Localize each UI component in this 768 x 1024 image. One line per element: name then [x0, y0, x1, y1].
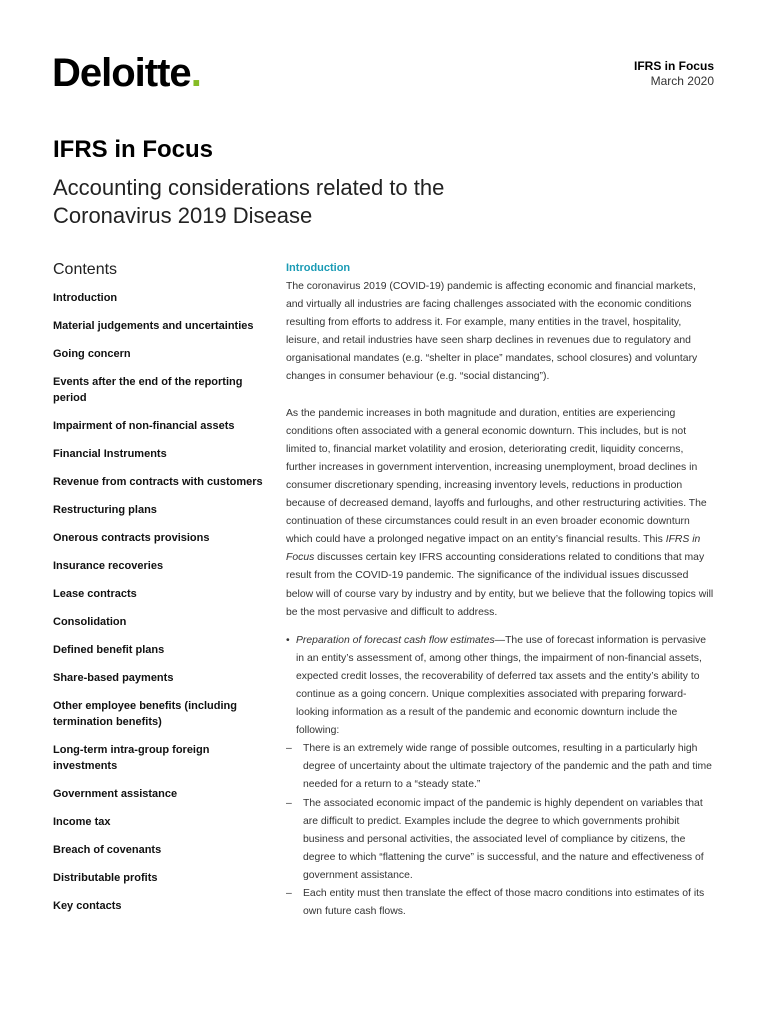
toc-link-key-contacts[interactable]: Key contacts	[53, 900, 122, 912]
toc-link-breach-of-covenants[interactable]: Breach of covenants	[53, 844, 162, 856]
toc-item[interactable]	[53, 418, 268, 434]
toc-item[interactable]	[53, 586, 268, 602]
toc-link-long-term-intra-group[interactable]: Long-term intra-group foreign investments	[53, 744, 210, 772]
toc-link-other-employee[interactable]: Other employee benefits (including termination benefits)	[53, 700, 237, 728]
contents-heading: Contents	[53, 261, 118, 278]
sub-bullet-item	[286, 740, 716, 794]
toc-item[interactable]	[53, 842, 268, 858]
sub-bullet-text: There is an extremely wide range of possible outcomes, resulting in a particularly high degree of uncertainty about the ultimate trajectory of the pandemic and the path and time needed for a return to a “steady state.”	[303, 743, 712, 791]
para2-text-end: discusses certain key IFRS accounting considerations related to conditions that may result from the COVID-19 pandemic. The significance of the individual issues discussed below will of course vary by industry and by entity, but we believe that the following topics will be the most pervasive and difficult to address.	[286, 552, 714, 618]
sub-bullet-item	[286, 885, 716, 921]
toc-item[interactable]	[53, 346, 268, 362]
toc-link-introduction[interactable]: Introduction	[53, 292, 118, 304]
toc-link-government-assistance[interactable]: Government assistance	[53, 788, 178, 800]
logo-green-dot: .	[190, 51, 201, 95]
dash-mark: –	[286, 743, 292, 755]
sub-bullet-text: Each entity must then translate the effect of those macro conditions into estimates of its own future cash flows.	[303, 888, 705, 918]
para2-text-start: As the pandemic increases in both magnitude and duration, entities are experiencing conditions often associated with a general economic downturn. This includes, but is not limited to, financial market volatility and erosion, deteriorating credit, liquidity concerns, further increases in government intervention, increasing unemployment, broad declines in consumer discretionary spending, increasing inventory levels, reductions in production because of decreased demand, layoffs and furloughs, and other restructuring activities. The continuation of these circumstances could result in an even broader economic downturn which could have a prolonged negative impact on an entity’s financial results. This	[286, 407, 707, 546]
toc-item[interactable]	[53, 786, 268, 802]
toc-item[interactable]	[53, 502, 268, 518]
toc-item[interactable]	[53, 318, 268, 334]
sub-bullet-item	[286, 795, 716, 885]
toc-link-going-concern[interactable]: Going concern	[53, 348, 131, 360]
table-of-contents	[53, 290, 268, 914]
main-content	[286, 261, 716, 921]
toc-item[interactable]	[53, 614, 268, 630]
toc-item[interactable]	[53, 814, 268, 830]
toc-link-events-after[interactable]: Events after the end of the reporting period	[53, 376, 243, 404]
toc-item[interactable]	[53, 474, 268, 490]
toc-link-share-based[interactable]: Share-based payments	[53, 672, 174, 684]
toc-item[interactable]	[53, 446, 268, 462]
section-heading-introduction: Introduction	[286, 262, 351, 274]
header-meta	[634, 59, 714, 89]
toc-link-financial-instruments[interactable]: Financial Instruments	[53, 448, 167, 460]
dash-mark: –	[286, 888, 292, 899]
toc-item[interactable]	[53, 670, 268, 686]
bullet-forecast-cash-flow	[286, 632, 716, 922]
toc-link-insurance[interactable]: Insurance recoveries	[53, 560, 164, 572]
toc-link-material-judgements[interactable]: Material judgements and uncertainties	[53, 320, 254, 332]
toc-link-lease-contracts[interactable]: Lease contracts	[53, 588, 137, 600]
toc-item[interactable]	[53, 558, 268, 574]
bullet-italic-lead: Preparation of forecast cash flow estimates	[296, 634, 495, 646]
page-title: IFRS in Focus	[53, 136, 214, 163]
publication-name: IFRS in Focus	[633, 59, 714, 73]
toc-link-income-tax[interactable]: Income tax	[53, 816, 111, 828]
sub-bullet-list-wrap	[286, 740, 716, 921]
intro-paragraph-1: The coronavirus 2019 (COVID-19) pandemic is affecting economic and financial markets, and virtually all industries are facing challenges associated with the economic conditions resulting from efforts to address it. For example, many entities in the travel, hospitality, leisure, and retail industries have seen sharp declines in revenues due to regulatory and organisational mandates (e.g. “shelter in place” mandates, school closures) and voluntary changes in consumer behaviour (e.g. “social distancing”).	[286, 281, 698, 383]
toc-link-defined-benefit[interactable]: Defined benefit plans	[53, 644, 165, 656]
toc-link-restructuring[interactable]: Restructuring plans	[53, 504, 157, 516]
sub-bullet-list	[286, 740, 716, 921]
toc-link-consolidation[interactable]: Consolidation	[53, 616, 127, 628]
toc-link-distributable-profits[interactable]: Distributable profits	[53, 872, 158, 884]
para2-publication-italic: IFRS in Focus	[286, 534, 701, 564]
intro-paragraph-2	[286, 405, 716, 622]
bullet-mark: •	[286, 634, 290, 646]
toc-item[interactable]	[53, 642, 268, 658]
page-subtitle: Accounting considerations related to the Coronavirus 2019 Disease	[53, 175, 445, 228]
toc-item[interactable]	[53, 290, 268, 306]
toc-item[interactable]	[53, 374, 268, 406]
toc-item[interactable]	[53, 530, 268, 546]
logo-text: Deloitte	[52, 51, 191, 95]
toc-item[interactable]	[53, 742, 268, 774]
toc-link-revenue[interactable]: Revenue from contracts with customers	[53, 476, 263, 488]
publication-date: March 2020	[650, 74, 714, 88]
dash-mark: –	[286, 797, 292, 809]
toc-item[interactable]	[53, 898, 268, 914]
bullet-text: —The use of forecast information is pervasive in an entity’s assessment of, among other things, the impairment of non-financial assets, expected credit losses, the recoverability of deferred tax assets and the entity’s ability to continue as a going concern. Unique complexities associated with preparing forward-looking information as a result of the pandemic and economic downturn include the following:	[296, 634, 707, 737]
paragraph-spacer	[286, 387, 716, 405]
toc-item[interactable]	[53, 870, 268, 886]
toc-link-impairment[interactable]: Impairment of non-financial assets	[53, 420, 235, 432]
sub-bullet-text: The associated economic impact of the pandemic is highly dependent on variables that are difficult to predict. Examples include the degree to which governments prohibit business and personal activities, the associated level of compliance by citizens, the degree to which “flattening the curve” is successful, and the nature and effectiveness of government assistance.	[303, 797, 704, 881]
deloitte-logo	[52, 50, 201, 96]
toc-item[interactable]	[53, 698, 268, 730]
toc-link-onerous-contracts[interactable]: Onerous contracts provisions	[53, 532, 210, 544]
